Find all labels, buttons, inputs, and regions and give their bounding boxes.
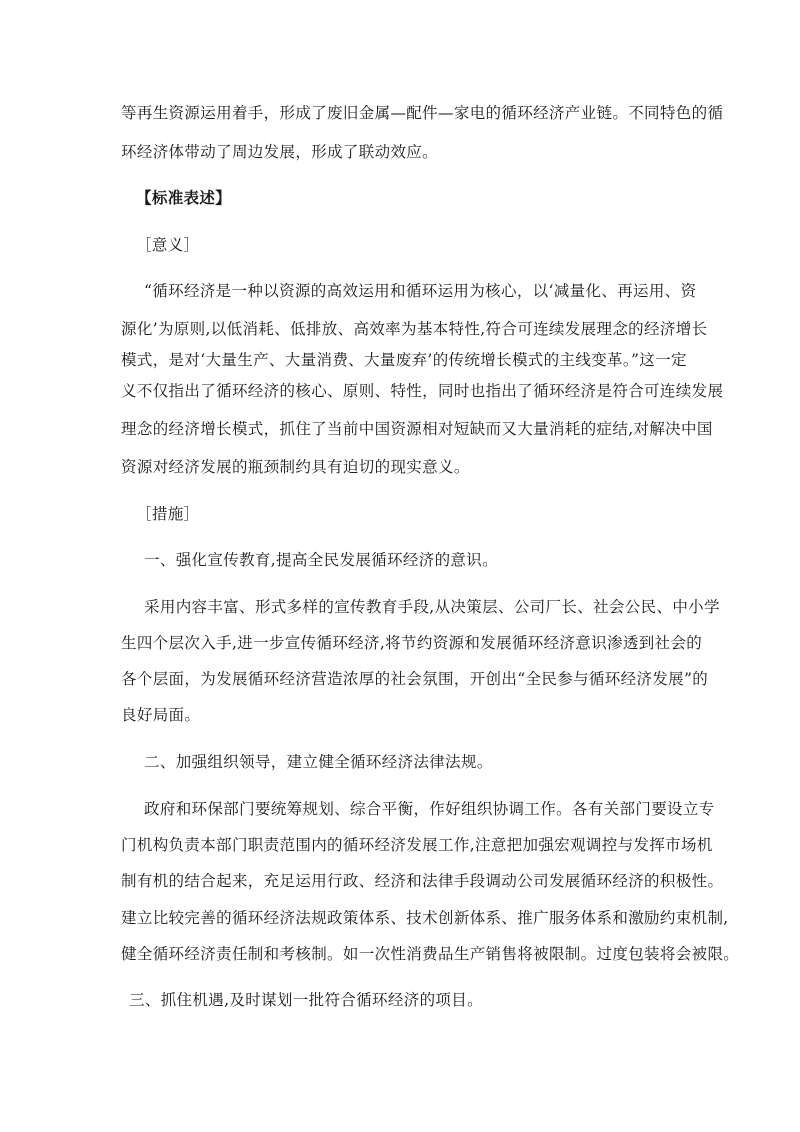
paragraph-line: 等再生资源运用着手，形成了废旧金属—配件—家电的循环经济产业链。不同特色的循	[121, 104, 724, 122]
paragraph-line: 义不仅指出了循环经济的核心、原则、特性，同时也指出了循环经济是符合可连续发展	[121, 382, 724, 400]
paragraph-line: 建立比较完善的循环经济法规政策体系、技术创新体系、推广服务体系和激励约束机制,	[121, 909, 729, 927]
paragraph-line: 良好局面。	[121, 706, 201, 724]
measure-heading-2: 二、加强组织领导，建立健全循环经济法律法规。	[144, 753, 493, 771]
section-heading: 【标准表述】	[136, 188, 232, 207]
paragraph-line: 源化’为原则,以低消耗、低排放、高效率为基本特性,符合可连续发展理念的经济增长	[121, 320, 708, 338]
paragraph-line: 理念的经济增长模式，抓住了当前中国资源相对短缺而又大量消耗的症结,对解决中国	[121, 420, 713, 438]
measure-heading-3: 三、抓住机遇,及时谋划一批符合循环经济的项目。	[129, 991, 483, 1009]
paragraph-line: 健全循环经济责任制和考核制。如一次性消费品生产销售将被限制。过度包装将会被限。	[121, 945, 740, 963]
paragraph-line: 生四个层次入手,进一步宣传循环经济,将节约资源和发展循环经济意识渗透到社会的	[121, 634, 703, 652]
paragraph-line: 门机构负责本部门职责范围内的循环经济发展工作,注意把加强宏观调控与发挥市场机	[121, 836, 713, 854]
paragraph-line: 各个层面，为发展循环经济营造浓厚的社会氛围，开创出“全民参与循环经济发展”的	[121, 670, 709, 688]
paragraph-line: 资源对经济发展的瓶颈制约具有迫切的现实意义。	[121, 458, 470, 476]
paragraph-line: 采用内容丰富、形式多样的宣传教育手段,从决策层、公司厂长、社会公民、中小学	[144, 598, 720, 616]
subheading-measures: ［措施］	[136, 505, 200, 523]
paragraph-line: “循环经济是一种以资源的高效运用和循环运用为核心，以‘减量化、再运用、资	[144, 282, 697, 300]
paragraph-line: 模式，是对‘大量生产、大量消费、大量废弃’的传统增长模式的主线变革。”这一定	[121, 351, 687, 369]
subheading-significance: ［意义］	[136, 236, 200, 254]
paragraph-line: 环经济体带动了周边发展，形成了联动效应。	[121, 143, 439, 161]
paragraph-line: 制有机的结合起来，充足运用行政、经济和法律手段调动公司发展循环经济的积极性。	[121, 872, 724, 890]
paragraph-line: 政府和环保部门要统筹规划、综合平衡，作好组织协调工作。各有关部门要设立专	[144, 800, 715, 818]
measure-heading-1: 一、强化宣传教育,提高全民发展循环经济的意识。	[144, 551, 498, 569]
